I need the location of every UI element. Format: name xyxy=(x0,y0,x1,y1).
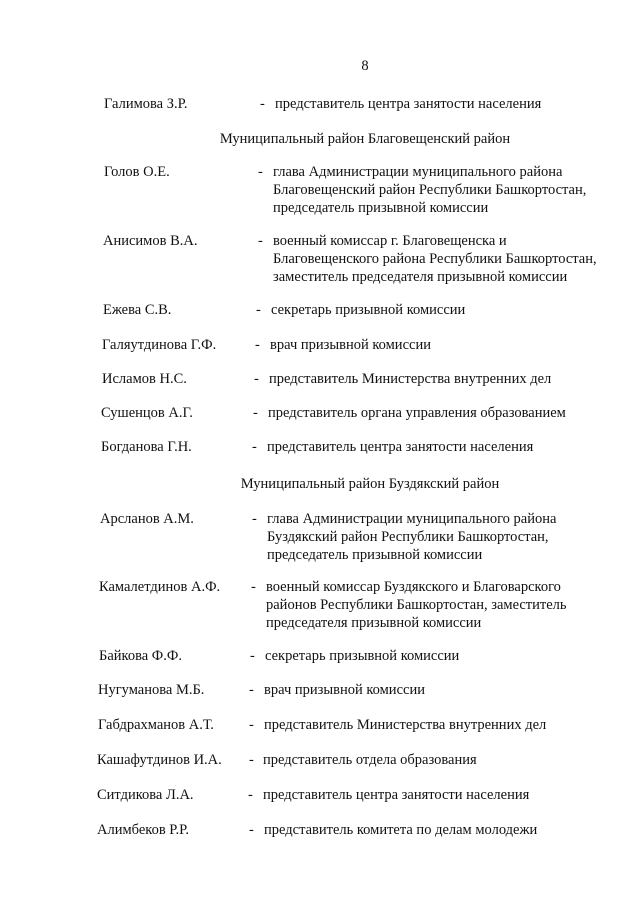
member-role: представитель комитета по делам молодежи xyxy=(264,822,538,838)
dash-separator: - xyxy=(254,371,259,387)
member-name: Арсланов А.М. xyxy=(100,511,194,527)
member-name: Ежева С.В. xyxy=(103,302,172,318)
member-name: Байкова Ф.Ф. xyxy=(99,648,182,664)
member-name: Исламов Н.С. xyxy=(102,371,187,387)
member-name: Галимова З.Р. xyxy=(104,96,188,112)
member-name: Габдрахманов А.Т. xyxy=(98,717,214,733)
member-name: Ситдикова Л.А. xyxy=(97,787,194,803)
district-heading: Муниципальный район Благовещенский район xyxy=(219,131,511,147)
dash-separator: - xyxy=(255,337,260,353)
member-role: секретарь призывной комиссии xyxy=(265,648,460,664)
member-name: Галяутдинова Г.Ф. xyxy=(102,337,217,353)
district-heading: Муниципальный район Буздякский район xyxy=(240,476,500,492)
dash-separator: - xyxy=(248,787,253,803)
member-role: представитель органа управления образованием xyxy=(268,405,566,421)
member-role: представитель центра занятости населения xyxy=(267,439,534,455)
dash-separator: - xyxy=(258,164,263,180)
member-role: представитель центра занятости населения xyxy=(275,96,542,112)
member-role: военный комиссар Буздякского и Благоварского районов Республики Башкортостан, заместитель председателя призывной комиссии xyxy=(266,579,567,631)
member-role: врач призывной комиссии xyxy=(270,337,431,353)
member-name: Богданова Г.Н. xyxy=(101,439,192,455)
member-role: представитель отдела образования xyxy=(263,752,477,768)
member-role: военный комиссар г. Благовещенска и Благовещенского района Республики Башкортостан, заместитель председателя призывной комиссии xyxy=(273,233,597,285)
dash-separator: - xyxy=(249,752,254,768)
member-name: Алимбеков Р.Р. xyxy=(97,822,190,838)
dash-separator: - xyxy=(252,439,257,455)
dash-separator: - xyxy=(258,233,263,249)
dash-separator: - xyxy=(249,717,254,733)
member-role: глава Администрации муниципального района Благовещенский район Республики Башкортостан, председатель призывной комиссии xyxy=(273,164,587,216)
dash-separator: - xyxy=(260,96,265,112)
member-name: Нугуманова М.Б. xyxy=(98,682,205,698)
dash-separator: - xyxy=(250,648,255,664)
member-role: секретарь призывной комиссии xyxy=(271,302,466,318)
dash-separator: - xyxy=(252,511,257,527)
member-name: Сушенцов А.Г. xyxy=(101,405,193,421)
dash-separator: - xyxy=(249,822,254,838)
member-role: представитель Министерства внутренних дел xyxy=(269,371,552,387)
dash-separator: - xyxy=(256,302,261,318)
dash-separator: - xyxy=(249,682,254,698)
member-role: представитель центра занятости населения xyxy=(263,787,530,803)
dash-separator: - xyxy=(253,405,258,421)
member-name: Камалетдинов А.Ф. xyxy=(99,579,221,595)
member-role: представитель Министерства внутренних дел xyxy=(264,717,547,733)
member-name: Голов О.Е. xyxy=(104,164,170,180)
member-name: Анисимов В.А. xyxy=(103,233,198,249)
dash-separator: - xyxy=(251,579,256,595)
member-role: глава Администрации муниципального района Буздякский район Республики Башкортостан, председатель призывной комиссии xyxy=(267,511,557,563)
member-role: врач призывной комиссии xyxy=(264,682,425,698)
page-number: 8 xyxy=(361,58,369,74)
member-name: Кашафутдинов И.А. xyxy=(97,752,222,768)
